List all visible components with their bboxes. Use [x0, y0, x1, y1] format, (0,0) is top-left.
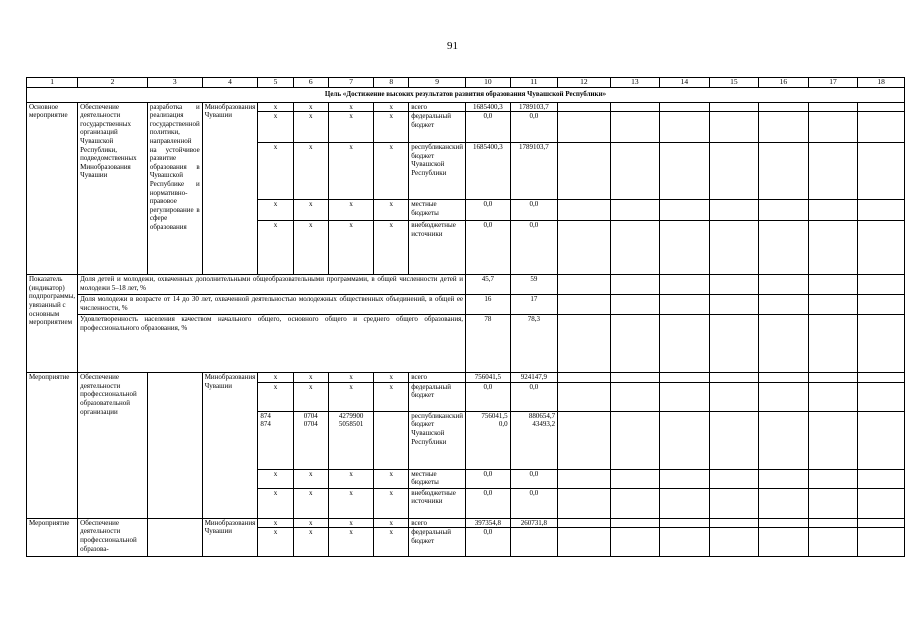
empty-cell [660, 295, 710, 315]
header-cell: 13 [610, 78, 660, 88]
empty-cell [610, 488, 660, 518]
value-cell: 78 [466, 315, 511, 373]
code-cell: x [258, 221, 293, 275]
header-cell: 11 [510, 78, 557, 88]
value-cell: 0,0 [510, 469, 557, 488]
value-cell: 397354,8 [466, 518, 511, 528]
empty-cell [759, 488, 809, 518]
code-cell: x [374, 469, 409, 488]
code-cell: x [258, 488, 293, 518]
empty-cell [808, 112, 858, 143]
empty-cell [808, 200, 858, 221]
value-cell: 1685400,3 [466, 102, 511, 112]
empty-cell [709, 518, 759, 528]
executor-cell: Минобразования Чувашии [202, 102, 258, 275]
code-cell: x [293, 143, 328, 200]
value-cell: 0,0 [466, 112, 511, 143]
empty-cell [660, 200, 710, 221]
empty-cell [660, 315, 710, 373]
header-row [27, 78, 905, 88]
source-cell: всего [409, 102, 466, 112]
empty-cell [759, 200, 809, 221]
value-cell: 0,0 [510, 488, 557, 518]
code-cell: x [374, 518, 409, 528]
page-number: 91 [447, 40, 458, 52]
code-cell: x [258, 518, 293, 528]
source-cell: республиканский бюджет Чувашской Республики [409, 411, 466, 469]
empty-cell [660, 143, 710, 200]
value-cell: 0,0 [510, 221, 557, 275]
value-cell: 17 [510, 295, 557, 315]
empty-cell [660, 469, 710, 488]
value-cell: 0,0 [510, 382, 557, 411]
code-cell: x [328, 221, 373, 275]
code-cell: x [328, 112, 373, 143]
value-cell: 0,0 [466, 488, 511, 518]
code-cell: x [258, 102, 293, 112]
empty-cell [759, 275, 809, 295]
header-cell: 4 [202, 78, 258, 88]
empty-cell [759, 411, 809, 469]
code-cell: x [328, 518, 373, 528]
empty-cell [660, 382, 710, 411]
header-cell: 10 [466, 78, 511, 88]
source-cell: местные бюджеты [409, 200, 466, 221]
empty-cell [759, 382, 809, 411]
value-cell: 0,0 [466, 200, 511, 221]
empty-cell [759, 373, 809, 383]
program-table [26, 77, 905, 557]
empty-cell [858, 518, 905, 528]
indicator-text: Удовлетворенность населения качеством начального общего, основного общего и среднего общего образования, профессионального образования, % [78, 315, 466, 373]
empty-cell [709, 102, 759, 112]
code-cell: x [258, 373, 293, 383]
code-cell: x [328, 143, 373, 200]
empty-cell [759, 102, 809, 112]
empty-cell [660, 411, 710, 469]
empty-cell [558, 488, 610, 518]
value-cell: 924147,9 [510, 373, 557, 383]
code-cell: x [258, 382, 293, 411]
code-cell: x [374, 528, 409, 557]
empty-cell [709, 488, 759, 518]
code-cell: 874 874 [258, 411, 293, 469]
source-cell: федеральный бюджет [409, 112, 466, 143]
empty-cell [808, 221, 858, 275]
header-cell: 1 [27, 78, 78, 88]
empty-cell [808, 518, 858, 528]
empty-cell [858, 488, 905, 518]
code-cell: x [293, 373, 328, 383]
empty-cell [558, 518, 610, 528]
value-cell: 59 [510, 275, 557, 295]
code-cell: x [258, 112, 293, 143]
source-cell: местные бюджеты [409, 469, 466, 488]
empty-cell [808, 315, 858, 373]
empty-cell [858, 528, 905, 557]
code-cell: x [374, 112, 409, 143]
value-cell: 1685400,3 [466, 143, 511, 200]
empty-cell [610, 469, 660, 488]
source-cell: всего [409, 373, 466, 383]
value-cell: 0,0 [466, 382, 511, 411]
event-name-cell: Обеспечение деятельности профессиональной образовательной организации [78, 373, 148, 519]
code-cell: x [328, 373, 373, 383]
empty-cell [610, 382, 660, 411]
empty-cell [558, 411, 610, 469]
code-cell: x [374, 200, 409, 221]
empty-cell [610, 373, 660, 383]
header-cell: 9 [409, 78, 466, 88]
empty-cell [558, 528, 610, 557]
empty-cell [808, 275, 858, 295]
empty-cell [858, 221, 905, 275]
code-cell: x [258, 143, 293, 200]
code-cell: x [374, 102, 409, 112]
empty-cell [610, 315, 660, 373]
empty-cell [858, 411, 905, 469]
empty-cell [660, 275, 710, 295]
empty-cell [610, 221, 660, 275]
empty-cell [808, 382, 858, 411]
empty-cell [759, 469, 809, 488]
empty-cell [558, 315, 610, 373]
empty-cell [808, 488, 858, 518]
header-cell: 3 [147, 78, 202, 88]
code-cell: x [293, 221, 328, 275]
table-row [27, 518, 905, 528]
code-cell: 0704 0704 [293, 411, 328, 469]
empty-cell [709, 200, 759, 221]
code-cell: x [258, 469, 293, 488]
source-cell: республиканский бюджет Чувашской Республики [409, 143, 466, 200]
code-cell: x [258, 528, 293, 557]
empty-cell [610, 411, 660, 469]
goal-row [27, 87, 905, 102]
code-cell: x [293, 469, 328, 488]
empty-cell [808, 411, 858, 469]
empty-cell [858, 315, 905, 373]
event-type-cell: Мероприятие [27, 518, 78, 557]
empty-cell [858, 102, 905, 112]
empty-cell [808, 469, 858, 488]
indicator-text: Доля детей и молодежи, охваченных дополнительными общеобразовательными программами, в общей численности детей и молодежи 5–18 лет, % [78, 275, 466, 295]
empty-cell [709, 315, 759, 373]
empty-cell [558, 102, 610, 112]
code-cell: x [328, 469, 373, 488]
empty-cell [558, 275, 610, 295]
empty-cell [610, 275, 660, 295]
value-cell: 756041,5 [466, 373, 511, 383]
empty-cell [660, 112, 710, 143]
code-cell: x [293, 488, 328, 518]
empty-cell [709, 469, 759, 488]
event-type-cell: Мероприятие [27, 373, 78, 519]
empty-cell [759, 143, 809, 200]
event-name-cell: Обеспечение деятельности профессиональной образова- [78, 518, 148, 557]
empty-cell [558, 382, 610, 411]
task-cell [147, 373, 202, 519]
code-cell: x [374, 221, 409, 275]
empty-cell [610, 200, 660, 221]
empty-cell [558, 295, 610, 315]
empty-cell [709, 528, 759, 557]
code-cell: x [374, 382, 409, 411]
empty-cell [709, 221, 759, 275]
code-cell: x [293, 382, 328, 411]
empty-cell [709, 143, 759, 200]
executor-cell: Минобразования Чувашии [202, 518, 258, 557]
table-row [27, 373, 905, 383]
code-cell: x [374, 143, 409, 200]
goal-title: Цель «Достижение высоких результатов развития образования Чувашской Республики» [27, 87, 905, 102]
value-cell: 0,0 [466, 221, 511, 275]
header-cell: 14 [660, 78, 710, 88]
code-cell: x [293, 102, 328, 112]
empty-cell [660, 102, 710, 112]
header-cell: 12 [558, 78, 610, 88]
executor-cell: Минобразования Чувашии [202, 373, 258, 519]
code-cell: x [258, 200, 293, 221]
empty-cell [858, 112, 905, 143]
empty-cell [709, 382, 759, 411]
source-cell: федеральный бюджет [409, 382, 466, 411]
header-cell: 2 [78, 78, 148, 88]
empty-cell [858, 200, 905, 221]
empty-cell [558, 221, 610, 275]
empty-cell [558, 200, 610, 221]
header-cell: 16 [759, 78, 809, 88]
header-cell: 7 [328, 78, 373, 88]
empty-cell [709, 275, 759, 295]
indicator-row [27, 315, 905, 373]
empty-cell [610, 528, 660, 557]
source-cell: всего [409, 518, 466, 528]
empty-cell [660, 221, 710, 275]
code-cell: x [328, 528, 373, 557]
empty-cell [759, 295, 809, 315]
header-cell: 6 [293, 78, 328, 88]
code-cell: x [328, 382, 373, 411]
empty-cell [610, 295, 660, 315]
empty-cell [610, 102, 660, 112]
empty-cell [858, 373, 905, 383]
value-cell: 0,0 [466, 469, 511, 488]
code-cell: x [293, 112, 328, 143]
header-cell: 8 [374, 78, 409, 88]
value-cell: 0,0 [510, 200, 557, 221]
header-cell: 18 [858, 78, 905, 88]
empty-cell [808, 373, 858, 383]
header-cell: 17 [808, 78, 858, 88]
empty-cell [660, 518, 710, 528]
value-cell: 78,3 [510, 315, 557, 373]
empty-cell [759, 315, 809, 373]
empty-cell [808, 528, 858, 557]
empty-cell [610, 112, 660, 143]
empty-cell [558, 469, 610, 488]
empty-cell [759, 112, 809, 143]
value-cell: 880654,7 43493,2 [510, 411, 557, 469]
empty-cell [858, 275, 905, 295]
empty-cell [558, 143, 610, 200]
empty-cell [610, 518, 660, 528]
empty-cell [510, 528, 557, 557]
code-cell: x [374, 488, 409, 518]
empty-cell [858, 469, 905, 488]
empty-cell [709, 295, 759, 315]
empty-cell [759, 221, 809, 275]
code-cell: x [328, 488, 373, 518]
value-cell: 0,0 [466, 528, 511, 557]
task-cell: разработка и реализация государственной политики, направленной на устойчивое развитие образования в Чувашской Республике и нормативно-правовое регулирование в сфере образования [147, 102, 202, 275]
empty-cell [660, 373, 710, 383]
event-name-cell: Обеспечение деятельности государственных организаций Чувашской Республики, подведомственных Минобразования Чувашии [78, 102, 148, 275]
source-cell: федеральный бюджет [409, 528, 466, 557]
empty-cell [558, 373, 610, 383]
empty-cell [558, 112, 610, 143]
code-cell: x [293, 518, 328, 528]
empty-cell [808, 102, 858, 112]
event-type-cell: Основное мероприятие [27, 102, 78, 275]
task-cell [147, 518, 202, 557]
source-cell: внебюджетные источники [409, 221, 466, 275]
empty-cell [858, 143, 905, 200]
empty-cell [858, 382, 905, 411]
empty-cell [808, 295, 858, 315]
empty-cell [709, 112, 759, 143]
empty-cell [709, 411, 759, 469]
value-cell: 1789103,7 [510, 143, 557, 200]
indicator-row [27, 295, 905, 315]
code-cell: x [374, 373, 409, 383]
value-cell: 260731,8 [510, 518, 557, 528]
indicator-text: Доля молодежи в возрасте от 14 до 30 лет, охваченной деятельностью молодежных общественных объединений, в общей ее численности, % [78, 295, 466, 315]
empty-cell [858, 295, 905, 315]
empty-cell [759, 528, 809, 557]
empty-cell [709, 373, 759, 383]
code-cell: x [293, 528, 328, 557]
table-row [27, 102, 905, 112]
code-cell: x [328, 102, 373, 112]
source-cell: внебюджетные источники [409, 488, 466, 518]
code-cell: 4279900 5058501 [328, 411, 373, 469]
header-cell: 5 [258, 78, 293, 88]
code-cell [374, 411, 409, 469]
empty-cell [610, 143, 660, 200]
value-cell: 16 [466, 295, 511, 315]
value-cell: 45,7 [466, 275, 511, 295]
empty-cell [660, 488, 710, 518]
empty-cell [759, 518, 809, 528]
header-cell: 15 [709, 78, 759, 88]
value-cell: 1789103,7 [510, 102, 557, 112]
value-cell: 0,0 [510, 112, 557, 143]
code-cell: x [328, 200, 373, 221]
value-cell: 756041,5 0,0 [466, 411, 511, 469]
empty-cell [808, 143, 858, 200]
indicator-row [27, 275, 905, 295]
code-cell: x [293, 200, 328, 221]
indicator-label: Показатель (индикатор) подпрограммы, увязанный с основным мероприятием [27, 275, 78, 373]
empty-cell [660, 528, 710, 557]
